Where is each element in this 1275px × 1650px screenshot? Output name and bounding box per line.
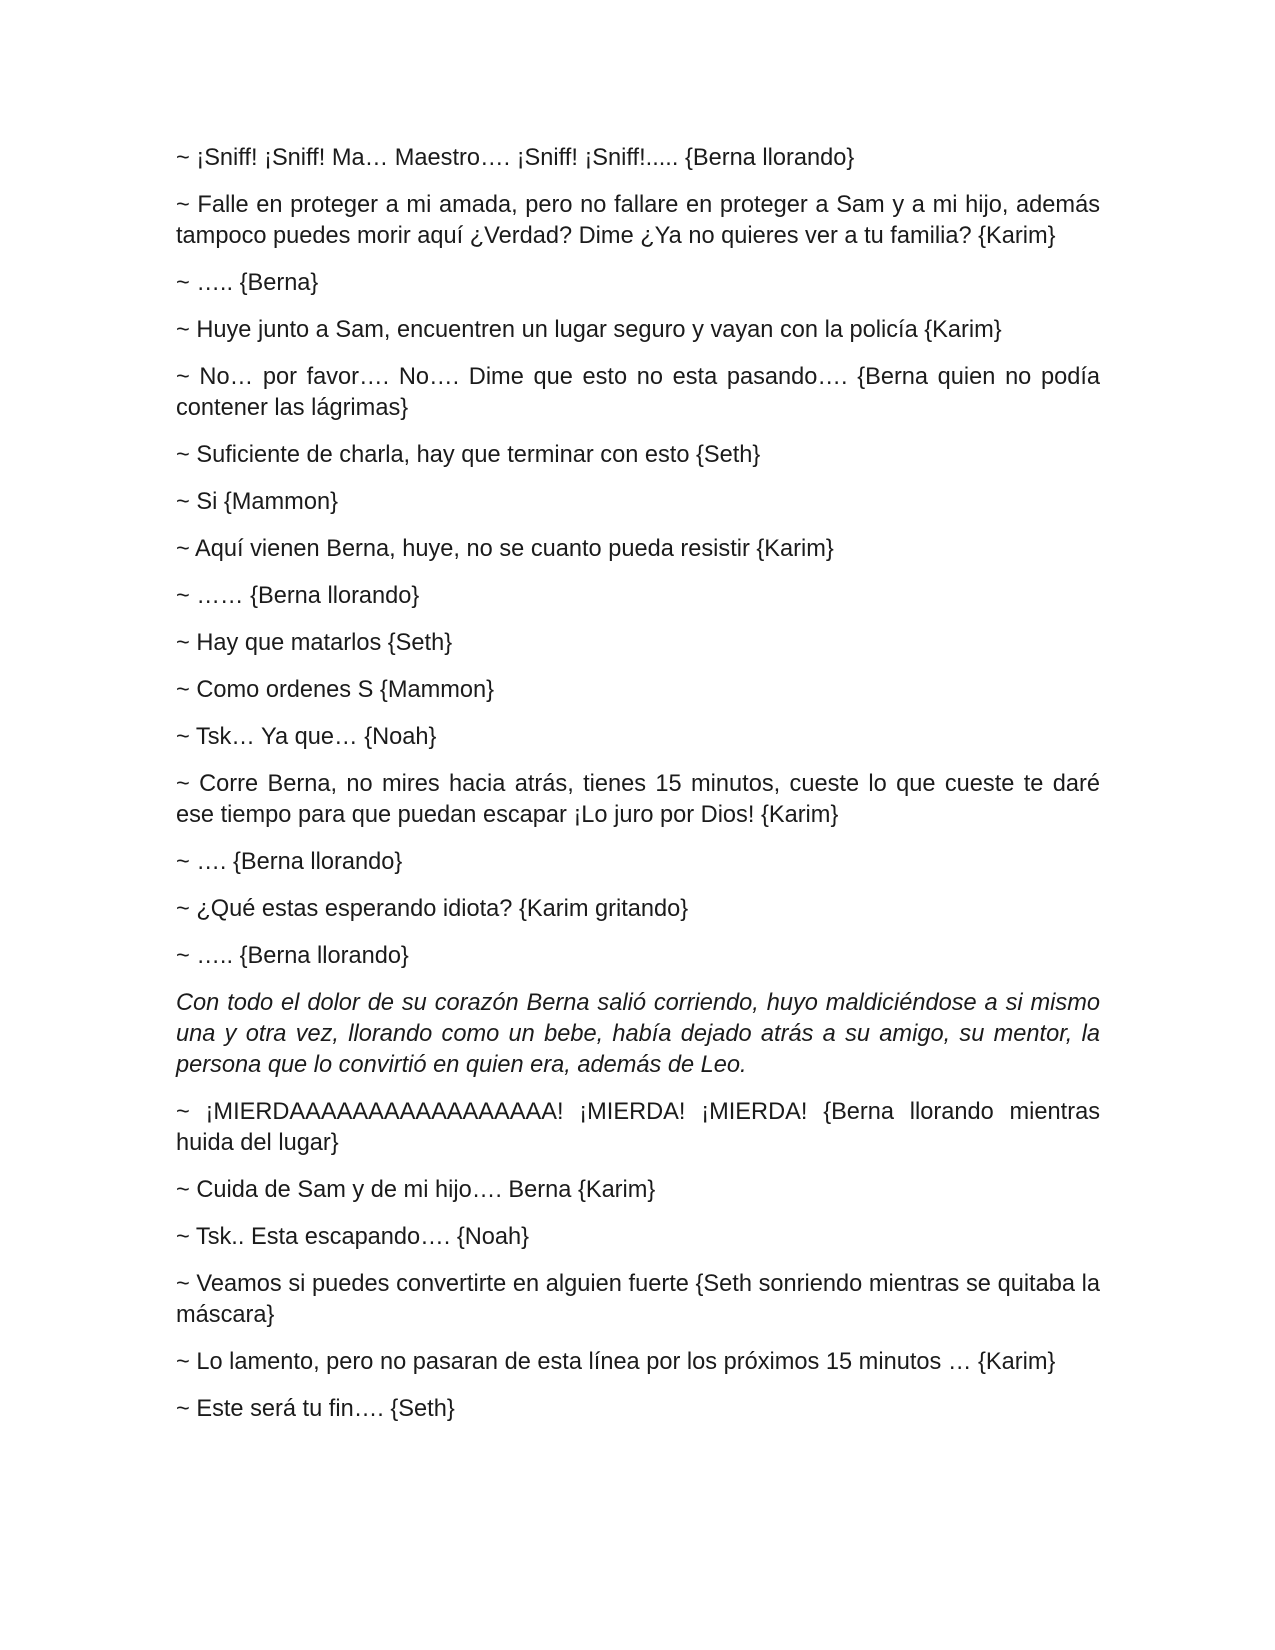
paragraph-dialogue: ~ Veamos si puedes convertirte en alguien fuerte {Seth sonriendo mientras se quitaba la máscara} <box>176 1271 1100 1328</box>
paragraph-dialogue: ~ Suficiente de charla, hay que terminar con esto {Seth} <box>176 442 761 468</box>
paragraph-dialogue: ~ …. {Berna llorando} <box>176 849 403 875</box>
paragraph-narration: Con todo el dolor de su corazón Berna salió corriendo, huyo maldiciéndose a si mismo una y otra vez, llorando como un bebe, había dejado atrás a su amigo, su mentor, la persona que lo convirtió en quien era, además de Leo. <box>176 990 1100 1078</box>
paragraph-dialogue: ~ No… por favor…. No…. Dime que esto no esta pasando…. {Berna quien no podía contener las lágrimas} <box>176 364 1100 421</box>
paragraph-dialogue: ~ Huye junto a Sam, encuentren un lugar seguro y vayan con la policía {Karim} <box>176 317 1002 343</box>
paragraph-dialogue: ~ ¡Sniff! ¡Sniff! Ma… Maestro…. ¡Sniff! ¡Sniff!..... {Berna llorando} <box>176 145 855 171</box>
paragraph-dialogue: ~ Corre Berna, no mires hacia atrás, tienes 15 minutos, cueste lo que cueste te daré ese tiempo para que puedan escapar ¡Lo juro por Dios! {Karim} <box>176 771 1100 828</box>
paragraph-dialogue: ~ Falle en proteger a mi amada, pero no fallare en proteger a Sam y a mi hijo, además tampoco puedes morir aquí ¿Verdad? Dime ¿Ya no quieres ver a tu familia? {Karim} <box>176 192 1100 249</box>
paragraph-dialogue: ~ Hay que matarlos {Seth} <box>176 630 453 656</box>
paragraph-dialogue: ~ Aquí vienen Berna, huye, no se cuanto pueda resistir {Karim} <box>176 536 834 562</box>
paragraph-dialogue: ~ Este será tu fin…. {Seth} <box>176 1396 455 1422</box>
paragraph-dialogue: ~ ….. {Berna llorando} <box>176 943 409 969</box>
paragraph-dialogue: ~ Cuida de Sam y de mi hijo…. Berna {Karim} <box>176 1177 656 1203</box>
paragraph-dialogue: ~ Si {Mammon} <box>176 489 338 515</box>
paragraph-dialogue: ~ Como ordenes S {Mammon} <box>176 677 495 703</box>
text-body <box>176 143 1100 1441</box>
paragraph-dialogue: ~ ¿Qué estas esperando idiota? {Karim gritando} <box>176 896 689 922</box>
paragraph-dialogue: ~ ¡MIERDAAAAAAAAAAAAAAAAA! ¡MIERDA! ¡MIERDA! {Berna llorando mientras huida del lugar} <box>176 1099 1100 1156</box>
paragraph-dialogue: ~ …… {Berna llorando} <box>176 583 420 609</box>
paragraph-dialogue: ~ ….. {Berna} <box>176 270 319 296</box>
paragraph-dialogue: ~ Tsk.. Esta escapando…. {Noah} <box>176 1224 530 1250</box>
paragraph-dialogue: ~ Lo lamento, pero no pasaran de esta línea por los próximos 15 minutos … {Karim} <box>176 1349 1056 1375</box>
paragraph-dialogue: ~ Tsk… Ya que… {Noah} <box>176 724 437 750</box>
